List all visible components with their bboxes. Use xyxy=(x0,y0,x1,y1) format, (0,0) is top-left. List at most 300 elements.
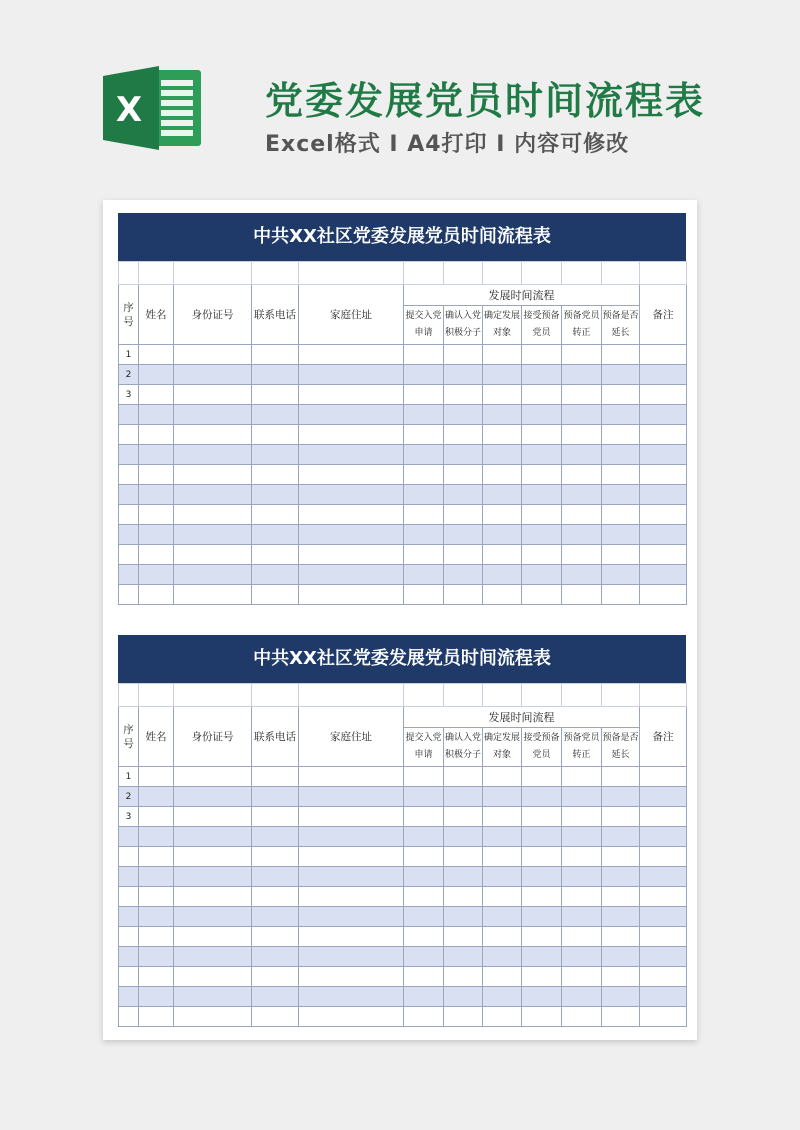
table-cell[interactable] xyxy=(174,425,252,445)
table-cell[interactable] xyxy=(483,827,522,847)
table-cell[interactable] xyxy=(404,887,444,907)
table-cell[interactable] xyxy=(444,887,483,907)
table-cell[interactable] xyxy=(252,867,299,887)
table-cell[interactable] xyxy=(444,827,483,847)
table-cell[interactable] xyxy=(252,1007,299,1027)
table-cell[interactable] xyxy=(139,485,174,505)
table-cell[interactable] xyxy=(444,365,483,385)
row-number xyxy=(119,485,139,505)
table-cell[interactable] xyxy=(299,485,404,505)
table-cell[interactable] xyxy=(562,987,602,1007)
table-cell[interactable] xyxy=(640,565,687,585)
table-cell[interactable] xyxy=(444,425,483,445)
table-row xyxy=(119,927,687,947)
table-cell[interactable] xyxy=(562,867,602,887)
table-cell[interactable] xyxy=(252,847,299,867)
table-cell[interactable] xyxy=(522,867,562,887)
table-cell[interactable] xyxy=(522,365,562,385)
table-cell[interactable] xyxy=(139,967,174,987)
table-cell[interactable] xyxy=(640,545,687,565)
table-row xyxy=(119,987,687,1007)
table-cell[interactable] xyxy=(444,947,483,967)
table-cell[interactable] xyxy=(602,887,640,907)
table-cell[interactable] xyxy=(602,987,640,1007)
table-cell[interactable] xyxy=(522,1007,562,1027)
table-cell[interactable] xyxy=(174,827,252,847)
table-cell[interactable] xyxy=(404,907,444,927)
table-cell[interactable] xyxy=(483,565,522,585)
table-cell[interactable] xyxy=(444,967,483,987)
table-cell[interactable] xyxy=(640,505,687,525)
table-cell[interactable] xyxy=(444,867,483,887)
table-cell[interactable] xyxy=(562,485,602,505)
table-cell[interactable] xyxy=(404,385,444,405)
table-cell[interactable] xyxy=(483,987,522,1007)
table-cell[interactable] xyxy=(602,365,640,385)
table-cell[interactable] xyxy=(252,585,299,605)
table-cell[interactable] xyxy=(139,887,174,907)
table-cell[interactable] xyxy=(602,485,640,505)
table-cell[interactable] xyxy=(483,967,522,987)
table-cell[interactable] xyxy=(562,465,602,485)
table-cell[interactable] xyxy=(139,385,174,405)
table-cell[interactable] xyxy=(444,1007,483,1027)
table-cell[interactable] xyxy=(602,385,640,405)
table-cell[interactable] xyxy=(483,787,522,807)
table-cell[interactable] xyxy=(602,345,640,365)
table-cell[interactable] xyxy=(252,405,299,425)
table-cell[interactable] xyxy=(483,465,522,485)
table-cell[interactable] xyxy=(562,565,602,585)
table-cell[interactable] xyxy=(483,907,522,927)
table-cell[interactable] xyxy=(444,987,483,1007)
table-cell[interactable] xyxy=(444,807,483,827)
table-cell[interactable] xyxy=(522,425,562,445)
table-cell[interactable] xyxy=(602,565,640,585)
table-cell[interactable] xyxy=(404,505,444,525)
table-cell[interactable] xyxy=(404,947,444,967)
table-cell[interactable] xyxy=(640,767,687,787)
table-cell[interactable] xyxy=(299,907,404,927)
table-cell[interactable] xyxy=(483,887,522,907)
table-cell[interactable] xyxy=(640,465,687,485)
table-cell[interactable] xyxy=(252,807,299,827)
table-cell[interactable] xyxy=(139,565,174,585)
table-cell[interactable] xyxy=(404,827,444,847)
table-cell[interactable] xyxy=(602,425,640,445)
table-cell[interactable] xyxy=(299,345,404,365)
table-cell[interactable] xyxy=(640,887,687,907)
table-cell[interactable] xyxy=(444,787,483,807)
table-cell[interactable] xyxy=(404,927,444,947)
table-cell[interactable] xyxy=(602,907,640,927)
table-cell[interactable] xyxy=(640,947,687,967)
table-cell[interactable] xyxy=(562,847,602,867)
table-cell[interactable] xyxy=(640,987,687,1007)
table-cell[interactable] xyxy=(602,585,640,605)
table-cell[interactable] xyxy=(174,907,252,927)
table-cell[interactable] xyxy=(404,585,444,605)
table-cell[interactable] xyxy=(640,365,687,385)
table-cell[interactable] xyxy=(444,767,483,787)
table-cell[interactable] xyxy=(562,545,602,565)
table-cell[interactable] xyxy=(252,967,299,987)
table-cell[interactable] xyxy=(522,987,562,1007)
table-cell[interactable] xyxy=(299,807,404,827)
table-cell[interactable] xyxy=(522,405,562,425)
table-cell[interactable] xyxy=(483,847,522,867)
table-cell[interactable] xyxy=(139,405,174,425)
table-cell[interactable] xyxy=(522,345,562,365)
table-cell[interactable] xyxy=(483,525,522,545)
table-cell[interactable] xyxy=(299,445,404,465)
table-cell[interactable] xyxy=(252,485,299,505)
table-cell[interactable] xyxy=(640,345,687,365)
table-cell[interactable] xyxy=(299,425,404,445)
table-cell[interactable] xyxy=(252,505,299,525)
table-cell[interactable] xyxy=(139,365,174,385)
table-cell[interactable] xyxy=(562,585,602,605)
table-cell[interactable] xyxy=(562,505,602,525)
page-title: 党委发展党员时间流程表 xyxy=(265,79,706,123)
table-cell[interactable] xyxy=(404,565,444,585)
table-cell[interactable] xyxy=(562,907,602,927)
table-cell[interactable] xyxy=(483,445,522,465)
table-cell[interactable] xyxy=(562,887,602,907)
table-cell[interactable] xyxy=(299,545,404,565)
col-name: 姓名 xyxy=(139,707,174,767)
table-cell[interactable] xyxy=(174,445,252,465)
table-cell[interactable] xyxy=(252,525,299,545)
col-phone: 联系电话 xyxy=(252,707,299,767)
table-cell[interactable] xyxy=(522,907,562,927)
table-cell[interactable] xyxy=(640,525,687,545)
table-cell[interactable] xyxy=(404,767,444,787)
table-cell[interactable] xyxy=(522,767,562,787)
table-cell[interactable] xyxy=(139,585,174,605)
table-cell[interactable] xyxy=(640,425,687,445)
table-cell[interactable] xyxy=(174,485,252,505)
table-cell[interactable] xyxy=(299,887,404,907)
table-cell[interactable] xyxy=(299,827,404,847)
table-cell[interactable] xyxy=(602,545,640,565)
table-cell[interactable] xyxy=(602,847,640,867)
table-cell[interactable] xyxy=(640,847,687,867)
table-cell[interactable] xyxy=(299,767,404,787)
table-cell[interactable] xyxy=(562,1007,602,1027)
table-cell[interactable] xyxy=(139,525,174,545)
table-cell[interactable] xyxy=(562,385,602,405)
table-cell[interactable] xyxy=(299,525,404,545)
table-cell[interactable] xyxy=(299,867,404,887)
table-cell[interactable] xyxy=(444,847,483,867)
table-cell[interactable] xyxy=(444,385,483,405)
table-cell[interactable] xyxy=(252,947,299,967)
table-cell[interactable] xyxy=(174,967,252,987)
table-cell[interactable] xyxy=(562,787,602,807)
table-cell[interactable] xyxy=(252,767,299,787)
table-cell[interactable] xyxy=(252,465,299,485)
table-cell[interactable] xyxy=(174,807,252,827)
table-cell[interactable] xyxy=(640,485,687,505)
col-stage: 预备党员转正 xyxy=(562,306,602,345)
table-cell[interactable] xyxy=(252,545,299,565)
table-cell[interactable] xyxy=(139,545,174,565)
table-cell[interactable] xyxy=(174,927,252,947)
table-cell[interactable] xyxy=(404,445,444,465)
table-cell[interactable] xyxy=(444,345,483,365)
table-cell[interactable] xyxy=(522,465,562,485)
table-cell[interactable] xyxy=(174,345,252,365)
table-cell[interactable] xyxy=(483,1007,522,1027)
table-cell[interactable] xyxy=(483,405,522,425)
table-cell[interactable] xyxy=(139,787,174,807)
table-cell[interactable] xyxy=(444,405,483,425)
table-cell[interactable] xyxy=(139,987,174,1007)
table-cell[interactable] xyxy=(522,505,562,525)
table-cell[interactable] xyxy=(602,405,640,425)
table-cell[interactable] xyxy=(562,525,602,545)
table-cell[interactable] xyxy=(299,565,404,585)
table-cell[interactable] xyxy=(602,807,640,827)
table-cell[interactable] xyxy=(139,505,174,525)
table-cell[interactable] xyxy=(404,787,444,807)
table-cell[interactable] xyxy=(252,927,299,947)
table-cell[interactable] xyxy=(602,767,640,787)
table-cell[interactable] xyxy=(139,867,174,887)
table-cell[interactable] xyxy=(139,947,174,967)
table-cell[interactable] xyxy=(174,847,252,867)
table-cell[interactable] xyxy=(483,505,522,525)
table-cell[interactable] xyxy=(522,585,562,605)
table-cell[interactable] xyxy=(602,967,640,987)
table-cell[interactable] xyxy=(522,927,562,947)
table-cell[interactable] xyxy=(522,847,562,867)
table-cell[interactable] xyxy=(299,505,404,525)
table-cell[interactable] xyxy=(252,787,299,807)
table-cell[interactable] xyxy=(602,927,640,947)
table-cell[interactable] xyxy=(602,525,640,545)
table-cell[interactable] xyxy=(404,525,444,545)
table-cell[interactable] xyxy=(174,767,252,787)
table-cell[interactable] xyxy=(522,445,562,465)
table-cell[interactable] xyxy=(252,385,299,405)
table-cell[interactable] xyxy=(174,565,252,585)
table-cell[interactable] xyxy=(299,405,404,425)
table-cell[interactable] xyxy=(562,967,602,987)
table-cell[interactable] xyxy=(444,465,483,485)
table-cell[interactable] xyxy=(640,585,687,605)
table-cell[interactable] xyxy=(444,545,483,565)
row-number xyxy=(119,967,139,987)
table-cell[interactable] xyxy=(252,425,299,445)
table-cell[interactable] xyxy=(483,807,522,827)
table-cell[interactable] xyxy=(139,465,174,485)
table-cell[interactable] xyxy=(483,545,522,565)
table-cell[interactable] xyxy=(139,345,174,365)
table-cell[interactable] xyxy=(444,927,483,947)
table-cell[interactable] xyxy=(640,867,687,887)
table-cell[interactable] xyxy=(299,465,404,485)
table-cell[interactable] xyxy=(483,767,522,787)
table-cell[interactable] xyxy=(139,767,174,787)
table-cell[interactable] xyxy=(252,365,299,385)
table-cell[interactable] xyxy=(299,1007,404,1027)
table-cell[interactable] xyxy=(562,405,602,425)
table-cell[interactable] xyxy=(483,365,522,385)
table-cell[interactable] xyxy=(444,445,483,465)
table-cell[interactable] xyxy=(602,787,640,807)
table-cell[interactable] xyxy=(139,1007,174,1027)
table-cell[interactable] xyxy=(562,445,602,465)
table-cell[interactable] xyxy=(252,345,299,365)
table-cell[interactable] xyxy=(174,887,252,907)
table-cell[interactable] xyxy=(562,345,602,365)
table-cell[interactable] xyxy=(174,405,252,425)
table-row xyxy=(119,385,687,405)
table-cell[interactable] xyxy=(483,585,522,605)
table-cell[interactable] xyxy=(139,425,174,445)
table-cell[interactable] xyxy=(404,545,444,565)
table-cell[interactable] xyxy=(562,807,602,827)
table-cell[interactable] xyxy=(522,827,562,847)
table-cell[interactable] xyxy=(404,425,444,445)
table-cell[interactable] xyxy=(562,425,602,445)
table-cell[interactable] xyxy=(602,465,640,485)
table-cell[interactable] xyxy=(640,907,687,927)
table-cell[interactable] xyxy=(522,565,562,585)
col-stage: 接受预备党员 xyxy=(522,728,562,767)
table-cell[interactable] xyxy=(483,425,522,445)
table-cell[interactable] xyxy=(444,525,483,545)
table-cell[interactable] xyxy=(174,987,252,1007)
table-cell[interactable] xyxy=(483,867,522,887)
table-cell[interactable] xyxy=(139,445,174,465)
table-cell[interactable] xyxy=(404,987,444,1007)
table-cell[interactable] xyxy=(522,787,562,807)
table-cell[interactable] xyxy=(640,405,687,425)
table-cell[interactable] xyxy=(562,927,602,947)
col-id-number: 身份证号 xyxy=(174,707,252,767)
table-cell[interactable] xyxy=(522,485,562,505)
table-cell[interactable] xyxy=(252,907,299,927)
row-number xyxy=(119,927,139,947)
table-row xyxy=(119,827,687,847)
table-cell[interactable] xyxy=(522,887,562,907)
table-cell[interactable] xyxy=(174,1007,252,1027)
table-cell[interactable] xyxy=(174,465,252,485)
table-cell[interactable] xyxy=(562,365,602,385)
table-cell[interactable] xyxy=(483,345,522,365)
table-cell[interactable] xyxy=(299,385,404,405)
table-cell[interactable] xyxy=(404,465,444,485)
table-cell[interactable] xyxy=(562,767,602,787)
table-cell[interactable] xyxy=(522,525,562,545)
table-cell[interactable] xyxy=(404,485,444,505)
table-cell[interactable] xyxy=(640,827,687,847)
table-cell[interactable] xyxy=(404,345,444,365)
table-cell[interactable] xyxy=(174,867,252,887)
table-cell[interactable] xyxy=(174,787,252,807)
table-cell[interactable] xyxy=(139,847,174,867)
table-cell[interactable] xyxy=(139,907,174,927)
table-cell[interactable] xyxy=(404,365,444,385)
table-cell[interactable] xyxy=(404,967,444,987)
table-cell[interactable] xyxy=(139,827,174,847)
table-cell[interactable] xyxy=(299,365,404,385)
table-cell[interactable] xyxy=(640,1007,687,1027)
table-cell[interactable] xyxy=(174,505,252,525)
table-cell[interactable] xyxy=(602,505,640,525)
table-cell[interactable] xyxy=(640,445,687,465)
table-row xyxy=(119,485,687,505)
table-cell[interactable] xyxy=(562,827,602,847)
table-cell[interactable] xyxy=(522,385,562,405)
table-cell[interactable] xyxy=(404,405,444,425)
table-cell[interactable] xyxy=(404,807,444,827)
table-cell[interactable] xyxy=(252,987,299,1007)
table-cell[interactable] xyxy=(252,445,299,465)
table-cell[interactable] xyxy=(640,787,687,807)
table-cell[interactable] xyxy=(139,807,174,827)
table-cell[interactable] xyxy=(483,947,522,967)
table-cell[interactable] xyxy=(522,545,562,565)
table-cell[interactable] xyxy=(444,485,483,505)
table-cell[interactable] xyxy=(640,807,687,827)
table-cell[interactable] xyxy=(174,525,252,545)
table-cell[interactable] xyxy=(602,867,640,887)
table-cell[interactable] xyxy=(299,847,404,867)
table-cell[interactable] xyxy=(522,807,562,827)
table-cell[interactable] xyxy=(483,927,522,947)
table-cell[interactable] xyxy=(404,847,444,867)
table-cell[interactable] xyxy=(522,967,562,987)
table-cell[interactable] xyxy=(174,585,252,605)
table-cell[interactable] xyxy=(602,445,640,465)
table-cell[interactable] xyxy=(174,947,252,967)
table-cell[interactable] xyxy=(252,827,299,847)
table-cell[interactable] xyxy=(640,927,687,947)
table-cell[interactable] xyxy=(483,385,522,405)
table-cell[interactable] xyxy=(299,787,404,807)
table-cell[interactable] xyxy=(602,947,640,967)
table-cell[interactable] xyxy=(444,565,483,585)
table-cell[interactable] xyxy=(640,967,687,987)
table-cell[interactable] xyxy=(522,947,562,967)
table-cell[interactable] xyxy=(562,947,602,967)
table-cell[interactable] xyxy=(404,1007,444,1027)
table-cell[interactable] xyxy=(444,505,483,525)
table-cell[interactable] xyxy=(139,927,174,947)
table-cell[interactable] xyxy=(444,585,483,605)
table-cell[interactable] xyxy=(602,1007,640,1027)
table-cell[interactable] xyxy=(483,485,522,505)
table-cell[interactable] xyxy=(640,385,687,405)
table-cell[interactable] xyxy=(602,827,640,847)
table-cell[interactable] xyxy=(174,365,252,385)
table-cell[interactable] xyxy=(299,947,404,967)
table-cell[interactable] xyxy=(444,907,483,927)
table-cell[interactable] xyxy=(174,385,252,405)
table-cell[interactable] xyxy=(404,867,444,887)
table-cell[interactable] xyxy=(252,565,299,585)
table-cell[interactable] xyxy=(252,887,299,907)
table-cell[interactable] xyxy=(299,967,404,987)
table-cell[interactable] xyxy=(299,987,404,1007)
table-cell[interactable] xyxy=(299,585,404,605)
table-cell[interactable] xyxy=(299,927,404,947)
table-cell[interactable] xyxy=(174,545,252,565)
